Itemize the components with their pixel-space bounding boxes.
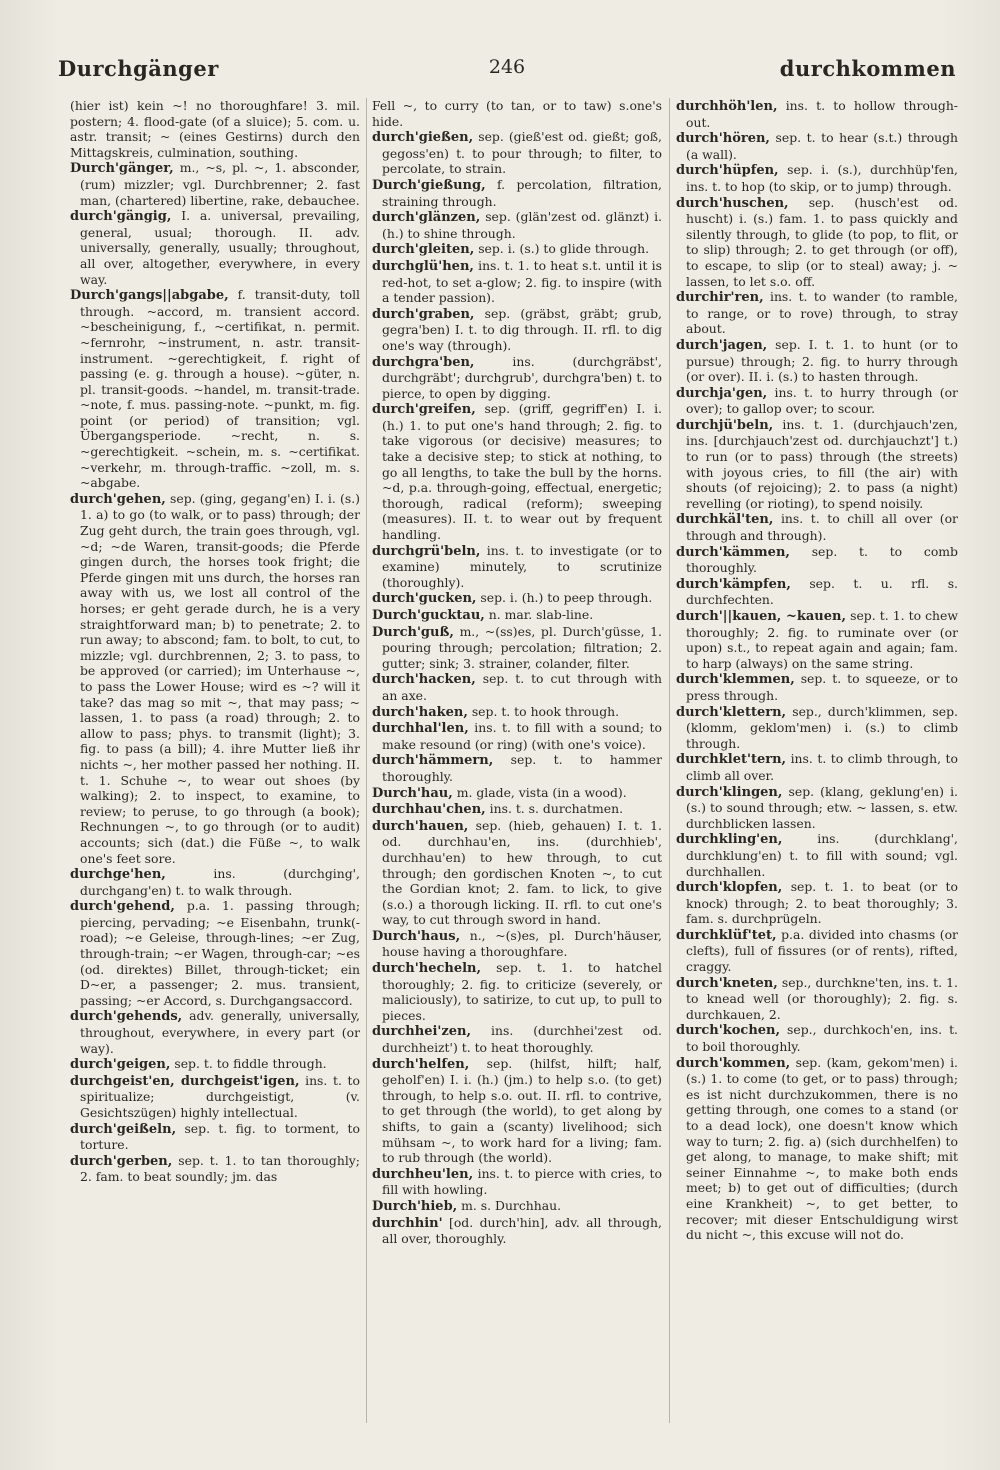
dictionary-entry [372,1198,662,1215]
entry-definition: sep. I. t. 1. to hunt (or to pursue) through; 2. fig. to hurry through (or over). II. i. (s.) to hasten through. [686,336,958,385]
headword: durchklüf'tet, [676,927,777,943]
headword: durch'hüpfen, [676,163,779,179]
headword: durchglü'hen, [372,258,474,274]
dictionary-entry [70,98,360,160]
dictionary-entry [70,1073,360,1121]
entry-definition: sep. i. (h.) to peep through. [480,590,653,606]
headword: durch'glänzen, [372,210,481,226]
dictionary-entry [70,1056,360,1073]
headword: durch'gerben, [70,1153,173,1169]
headword: durch'klopfen, [676,880,783,896]
headword: durch'greifen, [372,402,476,418]
dictionary-entry [676,385,958,417]
headword: durchge'hen, [70,867,166,883]
dictionary-entry [70,1153,360,1185]
dictionary-entry [70,287,360,491]
headword: durch'||kauen, ~kauen, [676,609,847,624]
dictionary-entry [372,704,662,721]
entry-definition: sep. t. to cut through with an axe. [382,671,662,703]
entry-definition: ins. t. to hollow through-out. [686,98,958,130]
dictionary-entry [372,720,662,752]
dictionary-entry [676,704,958,752]
dictionary-entry [676,130,958,162]
headword: durch'helfen, [372,1056,470,1072]
right-guide-word: durchkommen [779,56,956,81]
headword: durchgra'ben, [372,354,475,370]
entry-definition: f. percolation, filtration, straining through. [382,176,662,209]
headword: durch'gängig, [70,209,172,225]
entry-definition: sep. t. to hammer thoroughly. [382,752,662,784]
headword: Durch'gangs||abgabe, [70,288,229,304]
headword: durchja'gen, [676,385,768,401]
headword: durch'klettern, [676,704,787,720]
entry-definition: sep., durchkne'ten, ins. t. 1. to knead well (or thoroughly); 2. fig. s. durchkauen, 2. [686,974,958,1022]
entry-definition: sep. (griff, gegriff'en) I. i. (h.) 1. to put one's hand through; 2. fig. to take vigorous (or decisive) measures; to take a decisive step; to stick at nothing, to go all lengths, to take the bull by the horns. ~d, p.a. through-going, effectual, energetic; thorough, radical (reform); sweeping (measures). II. t. to wear out by frequent handling. [382,401,662,543]
entry-definition: p.a. 1. passing through; piercing, pervading; ~e Eisenbahn, trunk(-road); ~e Geleise, through-lines; ~er Zug, through-train; ~er Wagen, through-car; ~es (od. direktes) Billet, through-ticket; ein D~er, a passenger; 2. mus. transient, passing; ~er Accord, s. Durchgangsaccord. [80,898,360,1008]
dictionary-entry [372,1215,662,1247]
dictionary-entry [372,928,662,960]
headword: durch'gucken, [372,591,477,607]
dictionary-entry [676,98,958,130]
entry-definition: m. s. Durchhau. [461,1197,562,1213]
headword: durch'kämpfen, [676,576,791,592]
entry-definition: ins. (durchgräbst', durchgräbt'; durchgrub', durchgra'ben) t. to pierce, to open by digging. [382,353,662,401]
dictionary-entry [372,209,662,241]
dictionary-entry [372,607,662,624]
entry-definition: sep. t. u. rfl. s. durchfechten. [686,575,958,608]
dictionary-entry [676,162,958,194]
entry-definition: ins. t. to climb through, to climb all over. [686,751,958,783]
entry-definition: sep. i. (s.), durchhüp'fen, ins. t. to hop (to skip, or to jump) through. [686,162,958,194]
dictionary-entry [372,401,662,542]
entry-definition: [od. durch'hin], adv. all through, all over, thoroughly. [382,1214,662,1247]
headword: durch'hauen, [372,818,469,834]
entry-definition: adv. generally, universally, throughout, everywhere, in every part (or way). [80,1008,360,1056]
dictionary-entry [676,831,958,879]
entry-definition: sep. (gräbst, gräbt; grub, gegra'ben) I. t. to dig through. II. rfl. to dig one's way (through). [382,305,662,353]
dictionary-entry [372,785,662,802]
dictionary-entry [676,879,958,927]
dictionary-entry [372,129,662,177]
entry-definition: ins. t. to investigate (or to examine) minutely, to scrutinize (thoroughly). [382,542,662,590]
dictionary-entry [70,1008,360,1056]
dictionary-entry [676,751,958,783]
headword: durchhau'chen, [372,802,486,818]
entry-definition: sep. t. to hook through. [471,703,620,719]
entry-definition: ins. t. to hurry through (or over); to gallop over; to scour. [686,384,958,417]
headword: durchhal'len, [372,721,469,737]
headword: durch'kämmen, [676,544,790,560]
dictionary-entry [676,337,958,385]
entry-definition: I. a. universal, prevailing, general, usual; thorough. II. adv. universally, generally, usually; throughout, all over, altogether, everywhere, in every way. [80,208,360,287]
headword: durchhöh'len, [676,99,778,114]
headword: durch'klemmen, [676,672,795,688]
dictionary-entry [676,289,958,337]
dictionary-entry [70,491,360,866]
dictionary-entry [676,671,958,703]
entry-definition: ins. t. 1. to heat s.t. until it is red-hot, to set a-glow; 2. fig. to inspire (with a tender passion). [382,257,662,306]
headword: Durch'gänger, [70,161,174,177]
entry-definition: ins. t. to pierce with cries, to fill with howling. [382,1165,662,1198]
left-guide-word: Durchgänger [58,56,219,81]
dictionary-entry [676,1022,958,1054]
dictionary-entry [372,306,662,354]
headword: durchhei'zen, [372,1024,472,1040]
entry-definition: sep. i. (s.) to glide through. [478,241,650,257]
dictionary-entry [70,208,360,287]
headword: Durch'gucktau, [372,608,485,623]
dictionary-entry [372,801,662,818]
entry-definition: sep. t. 1. to chew thoroughly; 2. fig. to ruminate over (or upon) s.t., to repeat again and again; fam. to harp (always) on the same string. [686,608,958,671]
entry-definition: ins. t. to wander (to ramble, to range, or to rove) through, to stray about. [686,289,958,337]
dictionary-entry [676,1055,958,1243]
dictionary-entry [676,544,958,576]
dictionary-entry [372,241,662,258]
headword: durchjü'beln, [676,417,774,433]
column-divider [669,98,670,1423]
dictionary-entry [676,608,958,671]
headword: durch'geißeln, [70,1121,177,1137]
dictionary-entry [676,975,958,1023]
entry-definition: p.a. divided into chasms (or clefts), full of fissures (or of rents), rifted, craggy. [686,926,958,975]
dictionary-entry [372,752,662,784]
headword: durchgeist'en, durchgeist'igen, [70,1073,300,1089]
headword: durchgrü'beln, [372,543,481,559]
headword: durchhin' [372,1215,443,1231]
headword: Durch'guß, [372,624,454,640]
dictionary-entry [676,784,958,832]
entry-definition: sep. (kam, gekom'men) i. (s.) 1. to come (to get, or to pass) through; es ist nicht durchzukommen, there is no getting through, one comes to a stand (or to a dead lock), one doesn't know which way to turn; 2. fig. a) (sich durchhelfen) to get along, to manage, to make shift; mit seiner Einnahme ~, to make both ends meet; b) to get out of difficulties; (durch eine Krankheit) ~, to get better, to recover; mit dieser Entschuldigung wirst du nicht ~, this excuse will not do. [686,1054,958,1243]
entry-definition: m., ~s, pl. ~, 1. absconder, (rum) mizzler; vgl. Durchbrenner; 2. fast man, (chartered) libertine, rake, debauchee. [80,160,360,208]
entry-definition: sep. t. 1. to tan thoroughly; 2. fam. to beat soundly; jm. das [80,1152,360,1185]
dictionary-entry [372,818,662,928]
headword: durch'gleiten, [372,242,475,258]
dictionary-entry [70,1121,360,1153]
entry-definition: ins. t. to fill with a sound; to make resound (or ring) (with one's voice). [382,720,662,752]
dictionary-entry [372,590,662,607]
headword: durch'graben, [372,306,475,322]
headword: durch'gehen, [70,491,166,507]
headword: durch'huschen, [676,195,789,211]
headword: durchkling'en, [676,832,783,848]
dictionary-entry [676,417,958,512]
headword: durchheu'len, [372,1166,474,1182]
entry-definition: sep. (ging, gegang'en) I. i. (s.) 1. a) to go (to walk, or to pass) through; der Zug geht durch, the train goes through, vgl. ~d; ~de Waren, transit-goods; die Pferde gingen durch, the horses took fright; die Pferde gingen mit uns durch, the horses ran away with us, we lost all control of the horses; er geht gerade durch, he is a very straightforward man; b) to penetrate; 2. to run away; to abscond; fam. to bolt, to cut, to mizzle; vgl. durchbrennen, 2; 3. to pass, to be approved (or carried); im Unterhause ~, to pass the Lower House; wird es ~? will it take? das mag so mit ~, that may pass; ~ lassen, 1. to pass (a road) through; 2. to allow to pass; phys. to transmit (light); 3. fig. to pass (a bill); 4. ihre Mutter ließ ihr nichts ~, her mother passed her nothing. II. t. 1. Schuhe ~, to wear out shoes (by walking); 2. to inspect, to examine, to review; to peruse, to go through (a book); Rechnungen ~, to go through (or to audit) accounts; sich (dat.) die Füße ~, to walk one's feet sore. [80,490,360,866]
entry-definition: ins. t. 1. (durchjauch'zen, ins. [durchjauch'zest od. durchjauchzt'] t.) to run (or to pass) through (the streets) with joyous cries, to fill (the air) with shouts (of rejoicing); 2. to pass (a night) revelling (or rioting), to spend noisily. [686,416,958,511]
headword: durch'haken, [372,704,468,720]
headword: durch'hämmern, [372,753,494,769]
headword: durch'gehend, [70,899,175,915]
dictionary-entry [372,354,662,402]
dictionary-entry [372,671,662,703]
entry-definition: sep. (hilfst, hilft; half, geholf'en) I. i. (h.) (jm.) to help s.o. (to get) through, to help s.o. out. II. rfl. to contrive, to get through (the world), to get along by shifts, to gain a (scanty) livelihood; sich mühsam ~, to work hard for a living; fam. to rub through (the world). [382,1055,662,1166]
dictionary-entry [372,1023,662,1055]
dictionary-entry [372,624,662,672]
entry-definition: sep. t. to fiddle through. [174,1056,327,1072]
entry-definition: f. transit-duty, toll through. ~accord, m. transient accord. ~bescheinigung, f., ~certifikat, n. permit. ~fernrohr, ~instrument, n. astr. transit-instrument. ~gerechtigkeit, f. right of passing (e. g. through a house). ~güter, n. pl. transit-goods. ~handel, m. transit-trade. ~note, f. mus. passing-note. ~punkt, m. fig. point (or period) of transition; vgl. Übergangsperiode. ~recht, n. s. ~gerechtigkeit. ~schein, m. s. ~certifikat. ~verkehr, m. through-traffic. ~zoll, m. s. ~abgabe. [80,287,360,491]
entry-definition: sep. t. 1. to beat (or to knock) through; 2. to beat thoroughly; 3. fam. s. durchprügeln. [686,879,958,927]
entry-definition: ins. t. s. durchatmen. [489,801,624,817]
headword: Durch'haus, [372,928,461,944]
column-divider [366,98,367,1423]
dictionary-entry [70,898,360,1008]
entry-definition: ins. (durchhei'zest od. durchheizt') t. to heat thoroughly. [382,1023,662,1056]
headword: durch'hecheln, [372,961,482,977]
headword: durch'jagen, [676,337,768,353]
entry-definition: sep., durchkoch'en, ins. t. to boil thoroughly. [686,1022,958,1055]
dictionary-entry [372,960,662,1023]
dictionary-entry [372,98,662,129]
entry-definition: sep. t. to comb thoroughly. [686,543,958,576]
headword: Durch'hau, [372,785,453,801]
dictionary-entry [372,543,662,591]
headword: durch'kommen, [676,1055,791,1071]
entry-definition: n., ~(s)es, pl. Durch'häuser, house having a thoroughfare. [382,927,662,960]
headword: Durch'gießung, [372,177,486,193]
entry-definition: ins. t. to spiritualize; durchgeistigt, (v. Gesichtszügen) highly intellectual. [80,1072,360,1120]
headword: durch'kneten, [676,975,778,991]
entry-definition: sep. t. to squeeze, or to press through. [686,671,958,703]
headword: Durch'hieb, [372,1198,458,1214]
entry-definition: sep. t. to hear (s.t.) through (a wall). [686,130,958,162]
dictionary-entry [676,195,958,290]
entry-definition: sep. (klang, geklung'en) i. (s.) to sound through; etw. ~ lassen, s. etw. durchblicken lassen. [686,783,958,831]
entry-definition: sep., durch'klimmen, sep. (klomm, geklom'men) i. (s.) to climb through. [686,703,958,751]
dictionary-entry [676,576,958,608]
entry-definition: sep. (glän'zest od. glänzt) i. (h.) to shine through. [382,209,662,241]
entry-definition: ins. t. to chill all over (or through and through). [686,511,958,544]
dictionary-entry [676,927,958,975]
column-2 [372,98,662,1428]
entry-definition: sep. t. 1. to hatchel thoroughly; 2. fig. to criticize (severely, or maliciously), to satirize, to cut up, to pull to pieces. [382,960,662,1023]
entry-definition: ins. (durchklang', durchklung'en) t. to fill with sound; vgl. durchhallen. [686,831,958,879]
headword: durch'kochen, [676,1023,781,1039]
page-header [58,56,956,90]
entry-definition: sep. (husch'est od. huscht) i. (s.) fam. 1. to pass quickly and silently through, to glide (to pop, to flit, or to slip) through; 2. to get through (or off), to escape, to slip (or to steal) away; j. ~ lassen, to let s.o. off. [686,194,958,289]
headword: durchklet'tern, [676,752,787,768]
entry-definition: m., ~(ss)es, pl. Durch'güsse, 1. pouring through; percolation; filtration; 2. gutter; sink; 3. strainer, colander, filter. [382,623,662,671]
entry-definition: ins. (durchging', durchgang'en) t. to walk through. [80,866,360,898]
entry-definition: sep. t. fig. to torment, to torture. [80,1120,360,1153]
headword: durch'gießen, [372,130,474,146]
entry-definition: Fell ~, to curry (to tan, or to taw) s.one's hide. [372,98,662,129]
entry-definition: n. mar. slab-line. [488,607,594,622]
headword: durch'geigen, [70,1057,171,1073]
dictionary-entry [372,1056,662,1166]
page-number: 246 [488,56,526,78]
column-1 [70,98,360,1428]
entry-definition: m. glade, vista (in a wood). [456,784,627,800]
dictionary-entry [676,511,958,543]
dictionary-entry [70,160,360,208]
headword: durch'hacken, [372,672,476,688]
dictionary-entry [372,1166,662,1198]
headword: durch'klingen, [676,784,783,800]
headword: durch'hören, [676,131,770,147]
headword: durch'gehends, [70,1009,183,1025]
headword: durchir'ren, [676,290,764,306]
dictionary-entry [70,866,360,898]
column-3 [676,98,958,1428]
entry-definition: (hier ist) kein ~! no thoroughfare! 3. mil. postern; 4. flood-gate (of a sluice); 5. com. u. astr. transit; ~ (eines Gestirns) durch den Mittagskreis, culmination, southing. [70,98,360,160]
headword: durchkäl'ten, [676,512,774,528]
entry-definition: sep. (gieß'est od. gießt; goß, gegoss'en) t. to pour through; to filter, to percolate, to strain. [382,129,662,177]
dictionary-entry [372,177,662,209]
dictionary-entry [372,258,662,306]
entry-definition: sep. (hieb, gehauen) I. t. 1. od. durchhau'en, ins. (durchhieb', durchhau'en) to hew through, to cut through; den gordischen Knoten ~, to cut the Gordian knot; 2. fam. to lick, to give (s.o.) a thorough licking. II. rfl. to cut one's way, to cut through sword in hand. [382,817,662,928]
